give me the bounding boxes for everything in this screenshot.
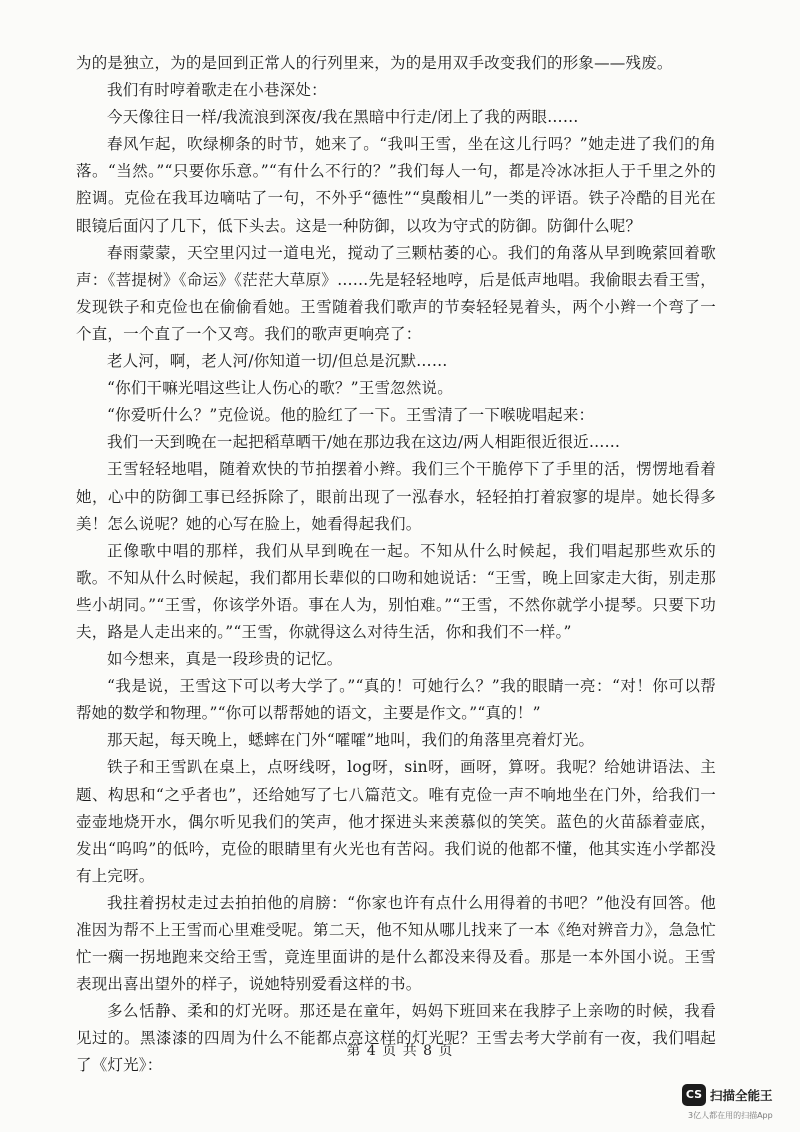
app-name: 扫描全能王 bbox=[710, 1088, 773, 1103]
paragraph: 今天像往日一样/我流浪到深夜/我在黑暗中行走/闭上了我的两眼…… bbox=[107, 108, 579, 127]
paragraph: “你爱听什么？”克俭说。他的脸红了一下。王雪清了一下喉咙唱起来： bbox=[107, 406, 595, 425]
body-text bbox=[76, 50, 716, 1080]
paragraph: 如今想来，真是一段珍贵的记忆。 bbox=[107, 650, 343, 669]
paragraph: 春风乍起，吹绿柳条的时节，她来了。“我叫王雪，坐在这儿行吗？”她走进了我们的角落。“当然。”“只要你乐意。”“有什么不行的？”我们每人一句，都是冷冰冰拒人于千里之外的腔调。克俭在我耳边嘀咕了一句，不外乎“德性”“臭酸相儿”一类的评语。铁子冷酷的目光在眼镜后面闪了几下，低下头去。这是一种防御，以攻为守式的防御。防御什么呢？ bbox=[76, 135, 716, 235]
paragraph: 多么恬静、柔和的灯光呀。那还是在童年，妈妈下班回来在我脖子上亲吻的时候，我看见过的。黑漆漆的四周为什么不能都点亮这样的灯光呢？王雪去考大学前有一夜，我们唱起了《灯光》： bbox=[76, 1002, 716, 1075]
paragraph: 老人河，啊，老人河/你知道一切/但总是沉默…… bbox=[107, 352, 448, 371]
paragraph: 正像歌中唱的那样，我们从早到晚在一起。不知从什么时候起，我们唱起那些欢乐的歌。不知从什么时候起，我们都用长辈似的口吻和她说话：“王雪，晚上回家走大街，别走那些小胡同。”“王雪，你该学外语。事在人为，别怕难。”“王雪，不然你就学小提琴。只要下功夫，路是人走出来的。”“王雪，你就得这么对待生活，你和我们不一样。” bbox=[76, 541, 716, 641]
paragraph: “你们干嘛光唱这些让人伤心的歌？”王雪忽然说。 bbox=[107, 379, 453, 398]
paragraph: 春雨蒙蒙，天空里闪过一道电光，搅动了三颗枯萎的心。我们的角落从早到晚萦回着歌声：《菩提树》《命运》《茫茫大草原》……先是轻轻地哼，后是低声地唱。我偷眼去看王雪，发现铁子和克俭也在偷偷看她。王雪随着我们歌声的节奏轻轻晃着头，两个小辫一个弯了一个直，一个直了一个又弯。我们的歌声更响亮了： bbox=[76, 243, 716, 343]
paragraph: 我拄着拐杖走过去拍拍他的肩膀：“你家也许有点什么用得着的书吧？”他没有回答。他准因为帮不上王雪而心里难受呢。第二天，他不知从哪儿找来了一本《绝对辨音力》，急急忙忙一瘸一拐地跑来交给王雪，竟连里面讲的是什么都没来得及看。那是一本外国小说。王雪表现出喜出望外的样子，说她特别爱看这样的书。 bbox=[76, 893, 716, 994]
paragraph: 我们一天到晚在一起把稻草晒干/她在那边我在这边/两人相距很近很近…… bbox=[107, 433, 621, 452]
paragraph: 为的是独立，为的是回到正常人的行列里来，为的是用双手改变我们的形象——残废。 bbox=[76, 54, 673, 72]
camscanner-logo-icon: CS bbox=[682, 1084, 706, 1106]
paragraph: 我们有时哼着歌走在小巷深处： bbox=[107, 81, 327, 100]
app-tagline: 3亿人都在用的扫描App bbox=[688, 1111, 773, 1120]
page-number: 第 4 页 共 8 页 bbox=[346, 1043, 454, 1059]
paragraph: 王雪轻轻地唱，随着欢快的节拍摆着小辫。我们三个干脆停下了手里的活，愣愣地看着她，心中的防御工事已经拆除了，眼前出现了一泓春水，轻轻拍打着寂寥的堤岸。她长得多美！怎么说呢？她的心写在脸上，她看得起我们。 bbox=[76, 460, 716, 533]
scanner-watermark bbox=[682, 1084, 773, 1106]
paragraph: 铁子和王雪趴在桌上，点呀线呀，log呀，sin呀，画呀，算呀。我呢？给她讲语法、主题、构思和“之乎者也”，还给她写了七八篇范文。唯有克俭一声不响地坐在门外，给我们一壶壶地烧开水，偶尔听见我们的笑声，他才探进头来羡慕似的笑笑。蓝色的火苗舔着壶底，发出“呜呜”的低吟，克俭的眼睛里有火光也有苦闷。我们说的他都不懂，他其实连小学都没有上完呀。 bbox=[76, 758, 716, 885]
paragraph: “我是说，王雪这下可以考大学了。”“真的！可她行么？”我的眼睛一亮：“对！你可以帮帮她的数学和物理。”“你可以帮帮她的语文，主要是作文。”“真的！” bbox=[76, 677, 716, 723]
paragraph: 那天起，每天晚上，蟋蟀在门外“嚯嚯”地叫，我们的角落里亮着灯光。 bbox=[107, 731, 595, 750]
